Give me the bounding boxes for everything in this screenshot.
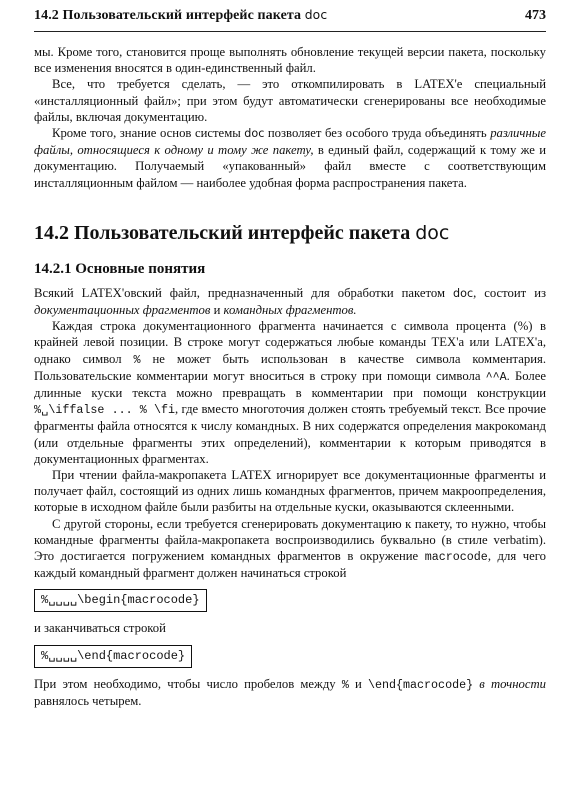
body-p1-emphasis-2: командных фрагментов. <box>223 303 357 318</box>
begin-macrocode-box: %␣␣␣␣\begin{macrocode} <box>34 589 207 612</box>
body-p2f: , где вместо многоточия должен стоять требуемый текст. Все прочие фрагменты файла относятся к числу командных. В них содержатся определения макрокоманд (или отдельные фрагменты этих определений), комментарии к которым приводятся в документационных фрагментах. <box>34 402 546 466</box>
section-title-pkg: doc <box>415 221 450 244</box>
intro-paragraph-1 <box>34 44 546 76</box>
tex-logo: TEX <box>431 335 457 350</box>
body-p5a: При этом необходимо, чтобы число пробелов между <box>34 676 342 691</box>
end-macrocode-inline: \end{macrocode} <box>368 677 474 692</box>
body-p2a: Каждая строка документационного фрагмента начинается с символа процента (%) в крайней левой позиции. В строке могут содержаться любые команды <box>34 319 546 350</box>
code-block-begin <box>34 583 546 618</box>
body-p1-emphasis-1: документационных фрагментов <box>34 303 211 318</box>
doc-package-name: doc <box>453 286 474 300</box>
latex-logo: LATEX <box>494 335 535 350</box>
doc-package-name: doc <box>244 127 265 141</box>
intro-paragraph-3 <box>34 125 546 191</box>
macrocode-env-name: macrocode <box>424 550 488 565</box>
between-text: и заканчиваться строкой <box>34 621 166 636</box>
subsection-heading: 14.2.1 Основные понятия <box>34 260 206 277</box>
intro-p1-text: мы. Кроме того, становится проще выполнять обновление текущей версии пакета, поскольку все изменения вносятся в один-единственный файл. <box>34 45 546 76</box>
percent-char: % <box>133 352 141 367</box>
body-p2b: 'а или <box>456 335 495 350</box>
intro-p2b: 'е специальный «инсталляционный файл»; при этом будут автоматически сгенерированы все необходимые файлы, включая документацию. <box>34 77 546 124</box>
body-paragraph-3 <box>34 467 546 516</box>
body-p1b: 'овский файл, предназначенный для обработки пакетом <box>121 285 454 300</box>
body-paragraph-4 <box>34 516 546 582</box>
page <box>34 8 546 709</box>
running-head-title <box>34 8 327 24</box>
body-p2c: 'а, однако символ <box>34 335 546 366</box>
section-heading <box>34 221 546 245</box>
intro-p3a: Кроме того, знание основ системы <box>52 126 245 141</box>
intro-p3b: позволяет без особого труда объединять <box>264 126 491 141</box>
code-block-end <box>34 639 546 674</box>
body-paragraph-1 <box>34 285 546 318</box>
body-p4a: С другой стороны, если требуется сгенерировать документацию к пакету, то нужно, чтобы командные фрагменты файла-макропакета воспроизводились буквально (в стиле verbatim). Это достигается погружением командных фрагментов в окружение <box>34 516 546 564</box>
body-paragraph-2 <box>34 318 546 467</box>
section-title-text: 14.2 Пользовательский интерфейс пакета <box>34 221 416 244</box>
body-p5b: и <box>348 676 369 691</box>
page-number: 473 <box>525 8 546 23</box>
running-head <box>34 8 546 32</box>
body-p2e: . Более длинные куски текста можно превращать в комментарии при помощи конструкции <box>34 368 546 401</box>
body-p1c: , состоит из <box>473 285 546 300</box>
body-p1d: и <box>210 303 224 318</box>
intro-block <box>34 44 546 191</box>
body-p5c: равнялось четырем. <box>34 693 142 708</box>
latex-logo: LATEX <box>231 468 272 483</box>
latex-logo: LATEX <box>81 285 122 300</box>
intro-paragraph-2 <box>34 76 546 125</box>
end-macrocode-box: %␣␣␣␣\end{macrocode} <box>34 645 192 668</box>
iffalse-code: %␣\iffalse ... % \fi <box>34 403 175 418</box>
intro-p2a: Все, что требуется сделать, — это откомпилировать в <box>52 77 415 92</box>
percent-char: % <box>341 677 349 692</box>
body-p3b: игнорирует все документационные фрагменты и получает файл, состоящий из одних лишь командных фрагментов, причем макроопределения, которые в исходном файле были разбиты на отдельные куски, оказываются склеенными. <box>34 468 546 515</box>
running-head-pkg: doc <box>304 8 328 22</box>
body-p3a: При чтении файла-макропакета <box>52 468 232 483</box>
body-p1a: Всякий <box>34 285 82 300</box>
body-p5-emphasis: в точности <box>473 676 546 691</box>
intro-p3c: в единый файл, содержащий к тому же и документацию. Получаемый «упакованный» файл вместе с соответствующим инсталляционным файлом — наиболее удобная форма распространения пакета. <box>34 143 546 190</box>
body-p2d: не может быть использован в качестве символа комментария. Пользовательские комментарии могут вноситься в строку при помощи символа <box>34 351 546 383</box>
body-p4b: , для чего каждый командный фрагмент должен начинаться строкой <box>34 549 546 581</box>
caret-comment-code: ^^A <box>485 369 507 384</box>
running-head-title-text: 14.2 Пользовательский интерфейс пакета <box>34 8 305 23</box>
body-paragraph-5 <box>34 676 546 709</box>
latex-logo: LATEX <box>414 77 455 92</box>
intro-p3-emphasis: различные файлы, относящиеся к одному и тому же пакету, <box>34 126 546 158</box>
